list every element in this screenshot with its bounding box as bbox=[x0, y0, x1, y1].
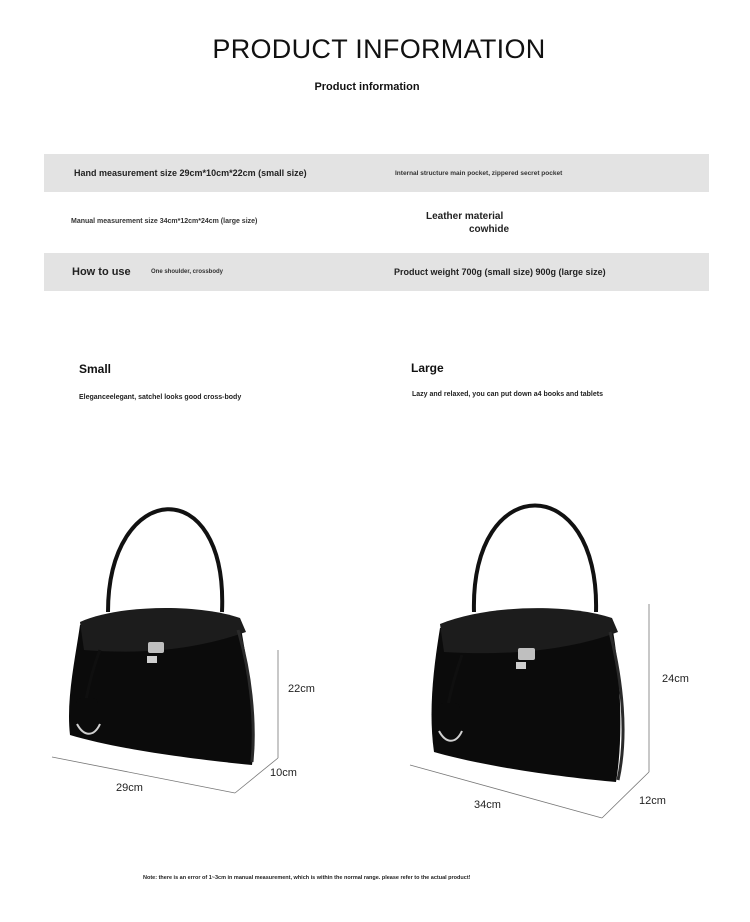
large-height-label: 24cm bbox=[662, 673, 689, 685]
large-description: Lazy and relaxed, you can put down a4 books and tablets bbox=[412, 391, 603, 398]
hand-measurement-text: Hand measurement size 29cm*10cm*22cm (small size) bbox=[74, 168, 307, 178]
small-description: Eleganceelegant, satchel looks good cross-body bbox=[79, 394, 242, 401]
manual-measurement-text: Manual measurement size 34cm*12cm*24cm (large size) bbox=[71, 218, 258, 225]
how-to-use-label: How to use bbox=[72, 266, 131, 278]
small-height-label: 22cm bbox=[288, 683, 315, 695]
small-heading: Small bbox=[79, 362, 112, 376]
large-width-label: 34cm bbox=[474, 799, 501, 811]
large-heading: Large bbox=[411, 361, 444, 375]
small-width-label: 29cm bbox=[116, 782, 143, 794]
how-to-use-value: One shoulder, crossbody bbox=[151, 269, 224, 275]
material-value: cowhide bbox=[469, 224, 510, 235]
internal-structure-text: Internal structure main pocket, zippered secret pocket bbox=[395, 170, 563, 177]
page-subtitle: Product information bbox=[314, 81, 420, 93]
measurement-note: Note: there is an error of 1~3cm in manual measurement, which is within the normal range. please refer to the actual product! bbox=[143, 875, 471, 881]
page-title: PRODUCT INFORMATION bbox=[212, 34, 546, 64]
material-label: Leather material bbox=[426, 211, 504, 222]
small-depth-label: 10cm bbox=[270, 767, 297, 779]
product-weight-text: Product weight 700g (small size) 900g (large size) bbox=[394, 267, 606, 277]
large-depth-label: 12cm bbox=[639, 795, 666, 807]
